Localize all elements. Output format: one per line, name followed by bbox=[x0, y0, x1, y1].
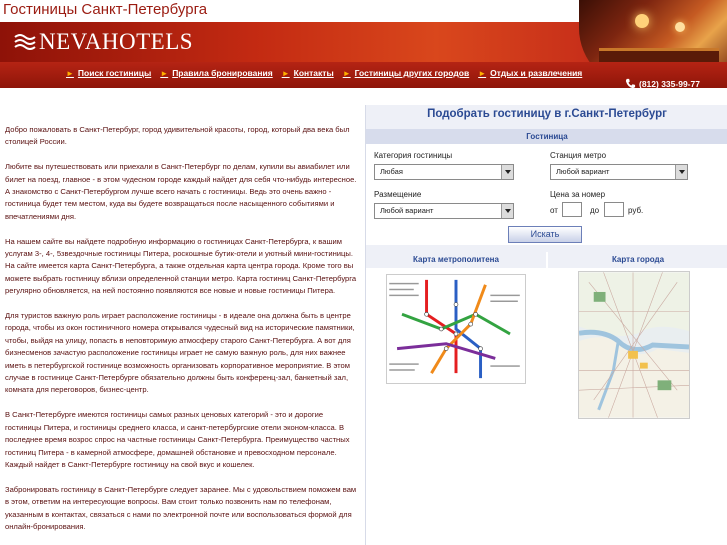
article-paragraph: Добро пожаловать в Санкт-Петербург, город удивительной красоты, город, который два века был столицей России. bbox=[5, 125, 350, 147]
price-to-label: до bbox=[590, 206, 600, 215]
nav-item-booking-rules[interactable] bbox=[160, 68, 272, 78]
metro-select[interactable] bbox=[550, 164, 688, 180]
placement-select[interactable] bbox=[374, 203, 514, 219]
main-navigation bbox=[0, 62, 727, 88]
arrow-right-icon: ► bbox=[160, 68, 169, 78]
arrow-right-icon: ► bbox=[478, 68, 487, 78]
search-form bbox=[366, 144, 727, 245]
placement-value: Любой вариант bbox=[380, 206, 434, 215]
article-paragraph: Забронировать гостиницу в Санкт-Петербурге следует заранее. Мы с удовольствием поможем вам в этом, ответим на интересующие вопросы. Вам стоит только позвонить нам по телефонам, указанным в контактах, связаться с нами по электронной почте или воспользоваться формой для онлайн-бронирования. bbox=[5, 484, 357, 531]
lamp-light bbox=[675, 22, 685, 32]
nav-label: Контакты bbox=[293, 68, 334, 78]
price-label: Цена за номер bbox=[550, 190, 606, 199]
category-value: Любая bbox=[380, 167, 403, 176]
price-to-input[interactable] bbox=[604, 202, 624, 217]
article-paragraph: В Санкт-Петербурге имеются гостиницы самых разных ценовых категорий - это и дорогие гостиницы Питера, и гостиницы среднего класса, и санкт-петербургские отели эконом-класса. В последнее время возрос спрос на частные гостиницы Санкт-Петербурга. Преимущество частных гостиниц Питера - в камерной атмосфере, домашней обстановке и превосходном персонале. Каждый найдет в Санкт-Петербурге гостиницу на свой вкус и кошелек. bbox=[5, 410, 350, 469]
article-paragraph: Любите вы путешествовать или приехали в Санкт-Петербург по делам, купили вы авиабилет или билет на поезд, главное - в этом чудесном городе каждый найдет для себя что-нибудь интересное. А знакомство с Санкт-Петербургом лучше всего начать с гостиницы. Ведь это очень важно - гостиница будет тем местом, куда вы будете возвращаться после насыщенного событиями и впечатлениями дня. bbox=[5, 162, 357, 221]
metro-map-title[interactable]: Карта метрополитена bbox=[366, 252, 546, 268]
search-button[interactable]: Искать bbox=[508, 226, 582, 243]
phone-icon bbox=[625, 78, 636, 89]
maps-section bbox=[366, 252, 727, 545]
phone-number bbox=[625, 78, 700, 89]
arrow-right-icon: ► bbox=[281, 68, 290, 78]
chevron-down-icon[interactable] bbox=[675, 165, 687, 179]
search-panel-title: Подобрать гостиницу в г.Санкт-Петербург bbox=[427, 108, 667, 120]
price-from-label: от bbox=[550, 206, 558, 215]
lamp-light bbox=[635, 14, 649, 28]
metro-label: Станция метро bbox=[550, 151, 607, 160]
category-label: Категория гостиницы bbox=[374, 151, 453, 160]
nav-label: Поиск гостиницы bbox=[77, 68, 152, 78]
nav-item-hotel-search[interactable] bbox=[66, 68, 151, 78]
arrow-right-icon: ► bbox=[342, 68, 351, 78]
article-paragraph: На нашем сайте вы найдете подробную информацию о гостиницах Санкт-Петербурга, к вашим услугам 3-, 4-, 5звездочные гостиницы Питера, роскошные бутик-отели и уютный мини-гостиницы. На сайте имеется карта Санкт-Петербурга, а также отдельная карта центра города. Кроме того вы можете выбрать гостиницу вблизи определенной станции метро. Карта гостиниц Санкт-Петербурга регулярно обновляется, на ней постоянно появляются все новые и новые гостиницы Питера. bbox=[5, 236, 357, 296]
metro-map-image[interactable] bbox=[386, 274, 526, 384]
phone-text: (812) 335-99-77 bbox=[639, 78, 700, 89]
nav-item-contacts[interactable] bbox=[282, 68, 334, 78]
city-map-image[interactable] bbox=[578, 271, 690, 419]
price-from-input[interactable] bbox=[562, 202, 582, 217]
waves-icon bbox=[14, 32, 36, 52]
nav-label: Гостиницы других городов bbox=[354, 68, 470, 78]
metro-value: Любой вариант bbox=[556, 167, 610, 176]
logo-text: NEVAHOTELS bbox=[39, 29, 194, 54]
intro-article bbox=[5, 124, 357, 545]
placement-label: Размещение bbox=[374, 190, 422, 199]
nav-label: Правила бронирования bbox=[172, 68, 273, 78]
city-map-title[interactable]: Карта города bbox=[548, 252, 727, 268]
arrow-right-icon: ► bbox=[66, 68, 74, 78]
logo[interactable] bbox=[14, 29, 193, 55]
site-title: Гостиницы Санкт-Петербурга bbox=[3, 1, 208, 18]
chevron-down-icon[interactable] bbox=[501, 165, 513, 179]
nav-item-other-cities[interactable] bbox=[343, 68, 469, 78]
category-select[interactable] bbox=[374, 164, 514, 180]
hotel-search-panel bbox=[365, 105, 727, 545]
chevron-down-icon[interactable] bbox=[501, 204, 513, 218]
nav-item-leisure[interactable] bbox=[478, 68, 582, 78]
tab-hotel[interactable]: Гостиница bbox=[366, 129, 727, 144]
nav-label: Отдых и развлечения bbox=[490, 68, 583, 78]
currency-label: руб. bbox=[628, 206, 644, 215]
article-paragraph: Для туристов важную роль играет расположение гостиницы - в идеале она должна быть в центре города, чтобы из окон гостиничного номера открывался чудесный вид на исторические памятники, чтобы, выйдя на улицу, попасть в неповторимую атмосферу старого Санкт-Петербурга. А вот для бизнесменов зачастую расположение гостиницы играет не самую важную роль, для них важнее иметь в петербургской гостинице возможность организовать корпоративное мероприятие. В этом случае в гостинице Санкт-Петербурге обязательно должны быть конференц-зал, банкетный зал, комната для переговоров, бизнес-центр. bbox=[5, 311, 355, 395]
